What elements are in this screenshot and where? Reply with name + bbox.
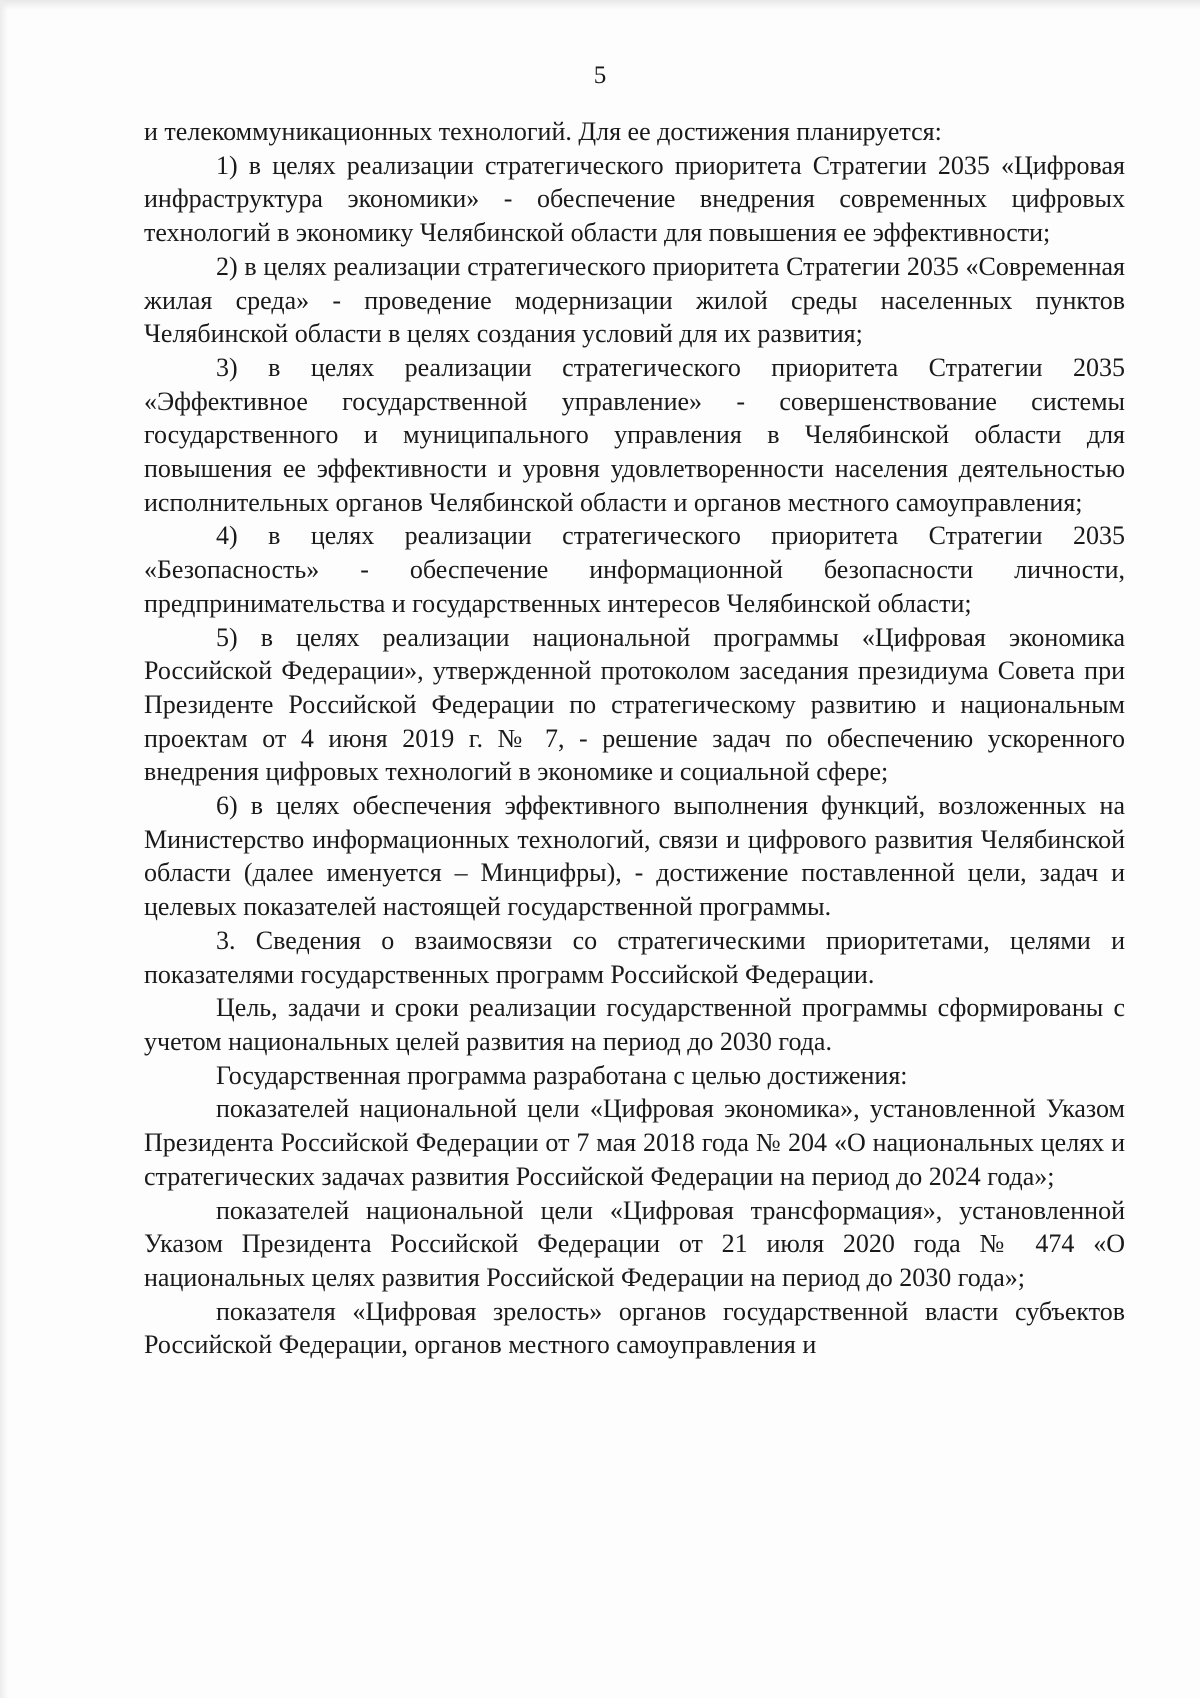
scan-edge-left <box>0 0 8 1698</box>
paragraph-program-purpose: Государственная программа разработана с целью достижения: <box>216 1060 908 1090</box>
paragraph-indicator-digital-transformation: показателей национальной цели «Цифровая трансформация», установленной Указом Президента Российской Федерации от 21 июля 2020 года № 474 «О национальных целях развития Российской Федерации на период до 2030 года»; <box>144 1195 1125 1292</box>
paragraph-item-6: 6) в целях обеспечения эффективного выполнения функций, возложенных на Министерство информационных технологий, связи и цифрового развития Челябинской области (далее именуется – Минцифры), - достижение поставленной цели, задач и целевых показателей настоящей государственной программы. <box>144 791 1125 922</box>
paragraph-item-4: 4) в целях реализации стратегического приоритета Стратегии 2035 «Безопасность» - обеспечение информационной безопасности личности, предпринимательства и государственных интересов Челябинской области; <box>144 521 1125 618</box>
paragraph-continuation: и телекоммуникационных технологий. Для ее достижения планируется: <box>144 117 942 146</box>
paragraph-item-2: 2) в целях реализации стратегического приоритета Стратегии 2035 «Современная жилая среда» - проведение модернизации жилой среды населенных пунктов Челябинской области в целях создания условий для их развития; <box>144 251 1125 349</box>
paragraph-indicator-digital-economy: показателей национальной цели «Цифровая экономика», установленной Указом Президента Российской Федерации от 7 мая 2018 года № 204 «О национальных целях и стратегических задачах развития Российской Федерации на период до 2024 года»; <box>144 1094 1125 1191</box>
paragraph-indicator-digital-maturity: показателя «Цифровая зрелость» органов государственной власти субъектов Российской Федерации, органов местного самоуправления и <box>144 1296 1125 1360</box>
section-heading-3: 3. Сведения о взаимосвязи со стратегическими приоритетами, целями и показателями государственных программ Российской Федерации. <box>144 925 1125 989</box>
paragraph-item-5: 5) в целях реализации национальной программы «Цифровая экономика Российской Федерации», утвержденной протоколом заседания президиума Совета при Президенте Российской Федерации по стратегическому развитию и национальным проектам от 4 июня 2019 г. № 7, - решение задач по обеспечению ускоренного внедрения цифровых технологий в экономике и социальной сфере; <box>144 622 1125 787</box>
paragraph-goals: Цель, задачи и сроки реализации государственной программы сформированы с учетом национальных целей развития на период до 2030 года. <box>144 993 1125 1056</box>
paragraph-item-1: 1) в целях реализации стратегического приоритета Стратегии 2035 «Цифровая инфраструктура экономики» - обеспечение внедрения современных цифровых технологий в экономику Челябинской области для повышения ее эффективности; <box>144 150 1125 248</box>
document-body <box>144 115 1125 1362</box>
page-number: 5 <box>593 62 607 89</box>
scan-edge-top <box>0 0 1200 10</box>
paragraph-item-3: 3) в целях реализации стратегического приоритета Стратегии 2035 «Эффективное государственной управление» - совершенствование системы государственного и муниципального управления в Челябинской области для повышения ее эффективности и уровня удовлетворенности населения деятельностью исполнительных органов Челябинской области и органов местного самоуправления; <box>144 352 1125 517</box>
